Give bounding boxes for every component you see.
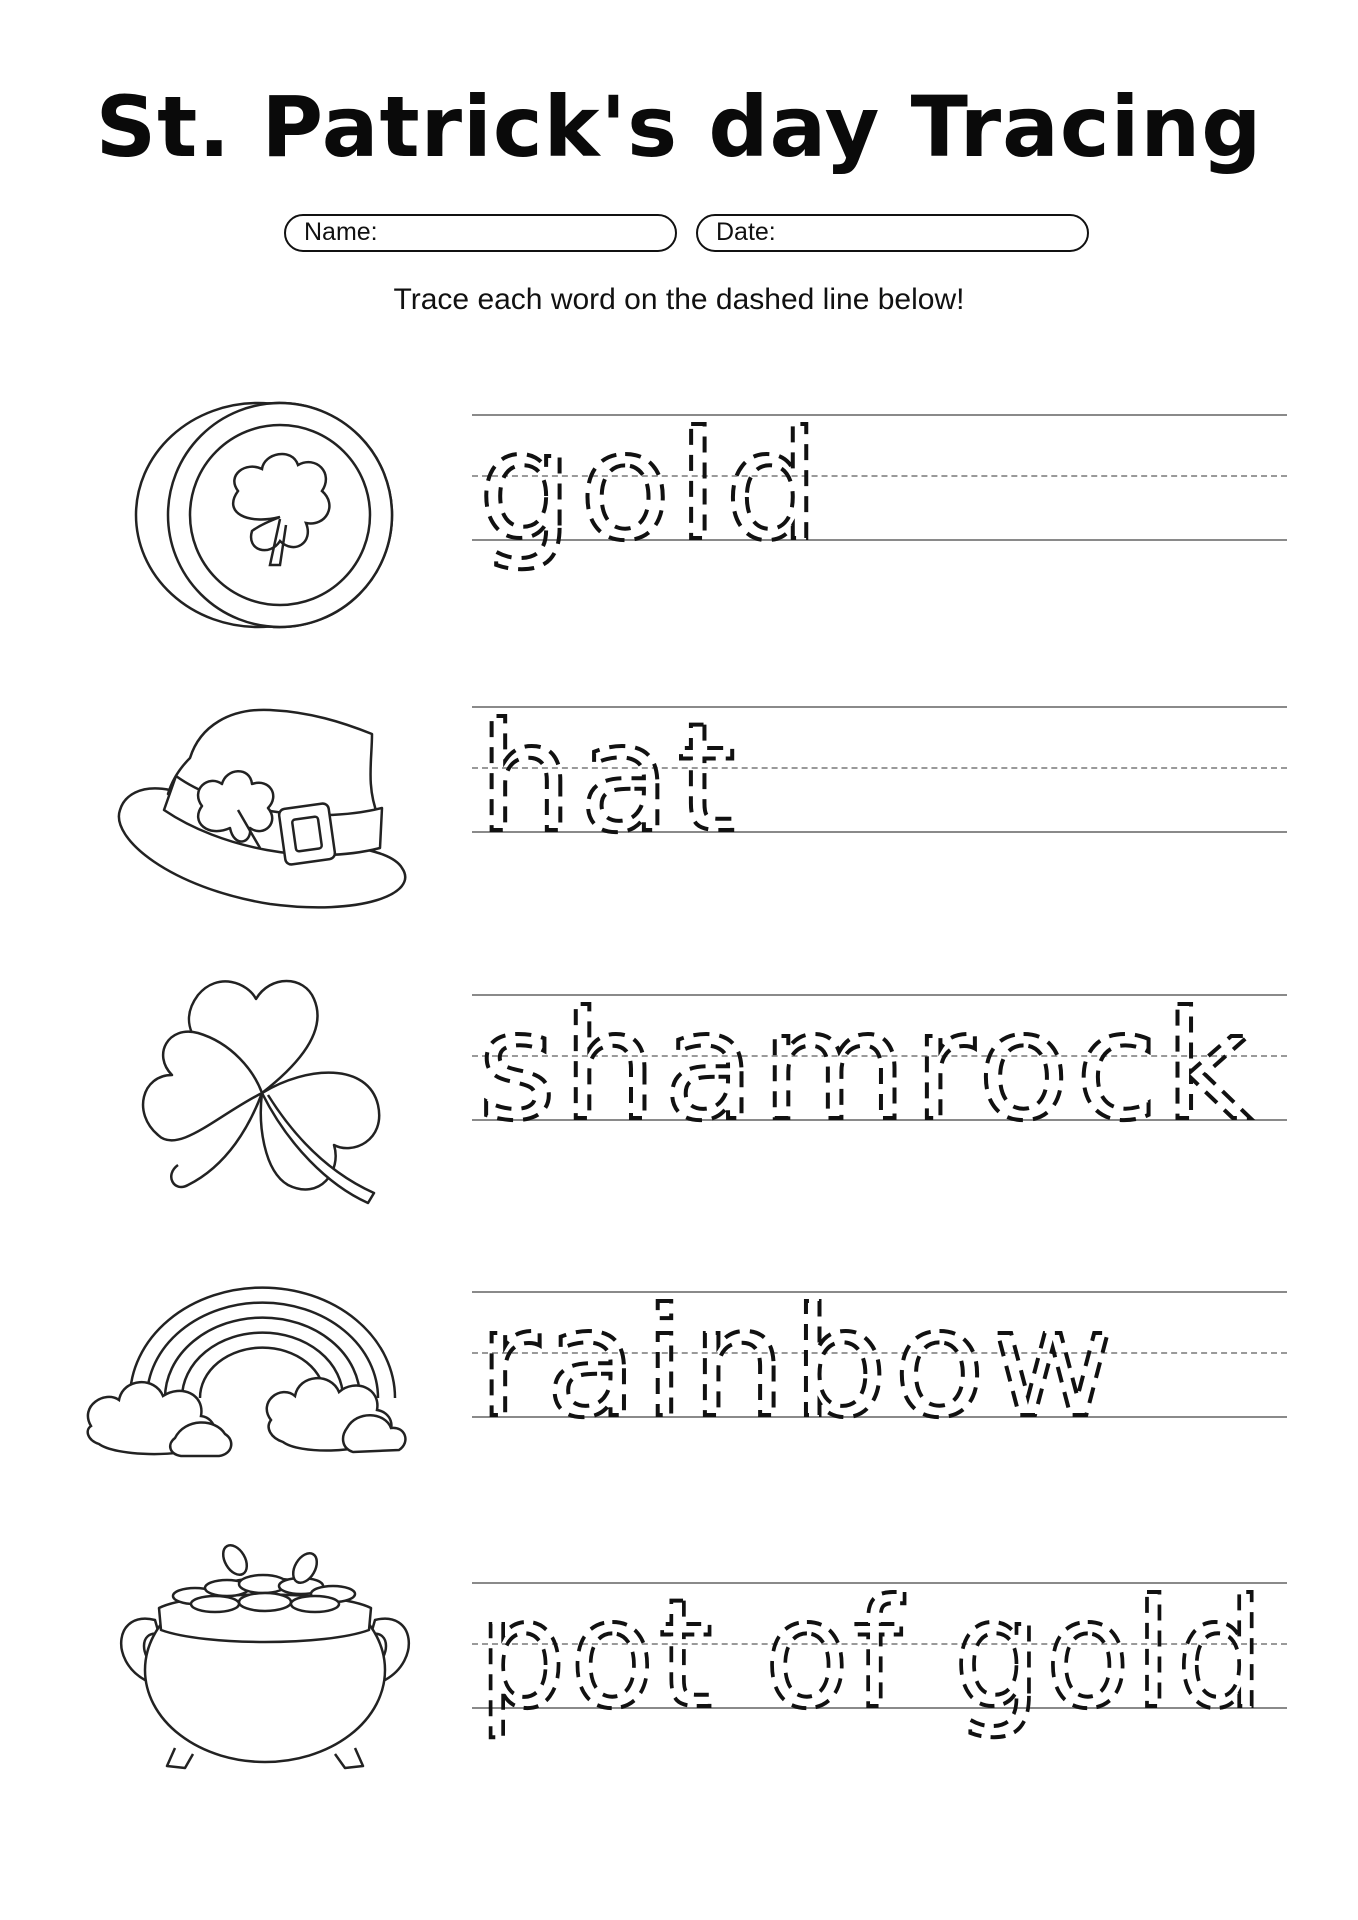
svg-text:hat: hat [478,692,742,866]
date-label: Date: [716,218,776,246]
tracing-row-pot-of-gold [0,1530,1358,1790]
trace-word-rainbow[interactable] [478,1277,1278,1491]
svg-text:shamrock: shamrock [478,980,1257,1154]
leprechaun-hat-icon [110,698,410,913]
date-field[interactable] [696,214,1089,252]
tracing-row-shamrock [0,975,1358,1235]
svg-text:gold: gold [478,400,826,574]
name-field[interactable] [284,214,677,252]
trace-word-hat[interactable] [478,692,1278,906]
svg-text:rainbow: rainbow [478,1277,1120,1451]
page-title: St. Patrick's day Tracing [95,78,1263,176]
rainbow-icon [85,1278,440,1458]
gold-coin-icon [130,395,400,635]
tracing-row-rainbow [0,1268,1358,1528]
pot-of-gold-icon [115,1530,415,1775]
trace-word-gold[interactable] [478,400,1278,614]
tracing-row-gold [0,390,1358,650]
name-label: Name: [304,218,378,246]
trace-word-pot-of-gold[interactable] [478,1568,1288,1782]
trace-word-shamrock[interactable] [478,980,1278,1194]
svg-text:pot of gold: pot of gold [478,1568,1268,1742]
tracing-row-hat [0,688,1358,948]
shamrock-icon [138,975,388,1225]
instruction-text: Trace each word on the dashed line below! [393,283,965,316]
